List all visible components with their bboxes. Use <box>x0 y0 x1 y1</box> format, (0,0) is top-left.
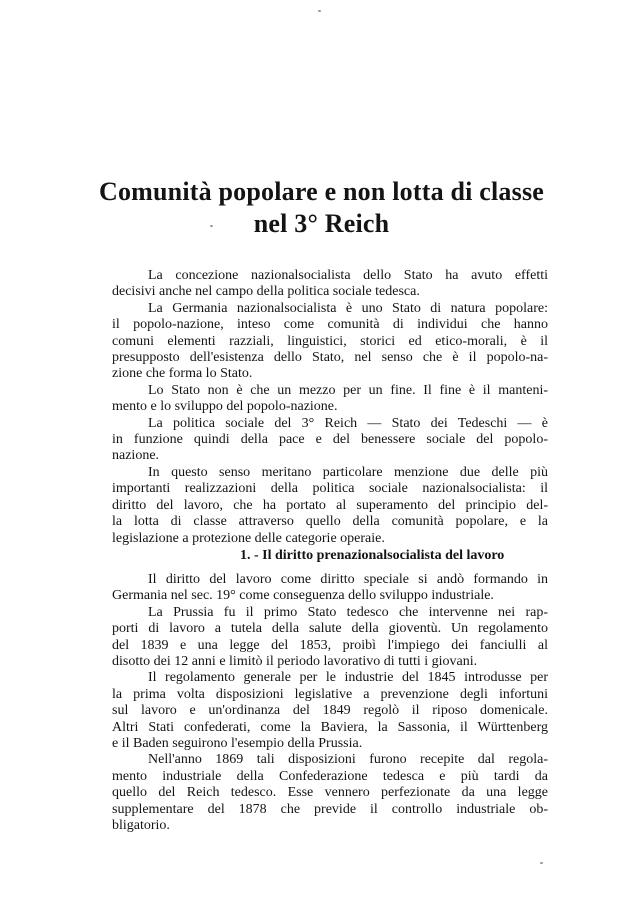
text-line: importanti realizzazioni della politica sociale nazionalsocialista: il <box>112 481 548 497</box>
text-line: Il regolamento generale per le industrie del 1845 introdusse per <box>148 670 548 686</box>
text-line: supplementare del 1878 che previde il controllo industriale ob- <box>112 801 548 817</box>
text-line: mento industriale della Confederazione tedesca e più tardi da <box>112 768 548 784</box>
paper-speck <box>318 10 321 12</box>
text-line: il popolo-nazione, inteso come comunità di individui che hanno <box>112 317 548 333</box>
paper-speck <box>540 862 543 864</box>
text-line: La concezione nazionalsocialista dello Stato ha avuto effetti <box>148 268 548 283</box>
text-line: mento e lo sviluppo del popolo-nazione. <box>112 399 338 415</box>
page-title-line-1: Comunità popolare e non lotta di classe <box>98 177 544 206</box>
text-line: diritto del lavoro, che ha portato al superamento del principio del- <box>112 497 548 513</box>
text-line: Il diritto del lavoro come diritto speciale si andò formando in <box>148 572 548 587</box>
text-line: disotto dei 12 anni e limitò il periodo lavorativo di tutti i giovani. <box>112 654 478 670</box>
text-line: sul lavoro e un'ordinanza del 1849 regolò il riposo domenicale. <box>112 703 548 719</box>
text-line: presupposto dell'esistenza dello Stato, nel senso che è il popolo-na- <box>112 350 548 366</box>
text-line: Lo Stato non è che un mezzo per un fine. Il fine è il manteni- <box>148 382 548 398</box>
text-line: Altri Stati confederati, come la Baviera, la Sassonia, il Württenberg <box>112 719 548 735</box>
text-line: legislazione a protezione delle categorie operaie. <box>112 530 385 546</box>
text-line: quello del Reich tedesco. Esse vennero perfezionate da una legge <box>112 785 548 801</box>
text-line: decisivi anche nel campo della politica sociale tedesca. <box>112 284 420 300</box>
section-1-paragraphs <box>112 572 548 835</box>
text-line: Nell'anno 1869 tali disposizioni furono recepite dal regola- <box>148 752 548 768</box>
text-line: zione che forma lo Stato. <box>112 366 253 382</box>
text-line: bligatorio. <box>112 818 170 834</box>
section-heading: 1. - Il diritto prenazionalsocialista del lavoro <box>240 548 505 563</box>
text-line: La Prussia fu il primo Stato tedesco che intervenne nei rap- <box>148 604 548 620</box>
text-line: in funzione quindi della pace e del benessere sociale del popolo- <box>112 432 548 448</box>
text-line: comuni elementi razziali, linguistici, storici ed etico-morali, è il <box>112 333 548 349</box>
intro-paragraphs <box>112 268 548 547</box>
paper-speck <box>210 225 213 227</box>
text-line: nazione. <box>112 448 160 464</box>
text-line: del 1839 e una legge del 1853, proibì l'impiego dei fanciulli al <box>112 637 548 653</box>
text-line: Germania nel sec. 19° come conseguenza dello sviluppo industriale. <box>112 588 494 604</box>
page-title-line-2: nel 3° Reich <box>253 209 390 238</box>
text-line: porti di lavoro a tutela della salute della gioventù. Un regolamento <box>112 621 548 637</box>
text-line: la prima volta disposizioni legislative a prevenzione degli infortuni <box>112 686 548 702</box>
text-line: e il Baden seguirono l'esempio della Prussia. <box>112 736 363 752</box>
text-line: In questo senso meritano particolare menzione due delle più <box>148 464 548 480</box>
text-line: la lotta di classe attraverso quello della comunità popolare, e la <box>112 514 548 530</box>
text-line: La Germania nazionalsocialista è uno Stato di natura popolare: <box>148 300 548 316</box>
text-line: La politica sociale del 3° Reich — Stato dei Tedeschi — è <box>148 415 548 431</box>
